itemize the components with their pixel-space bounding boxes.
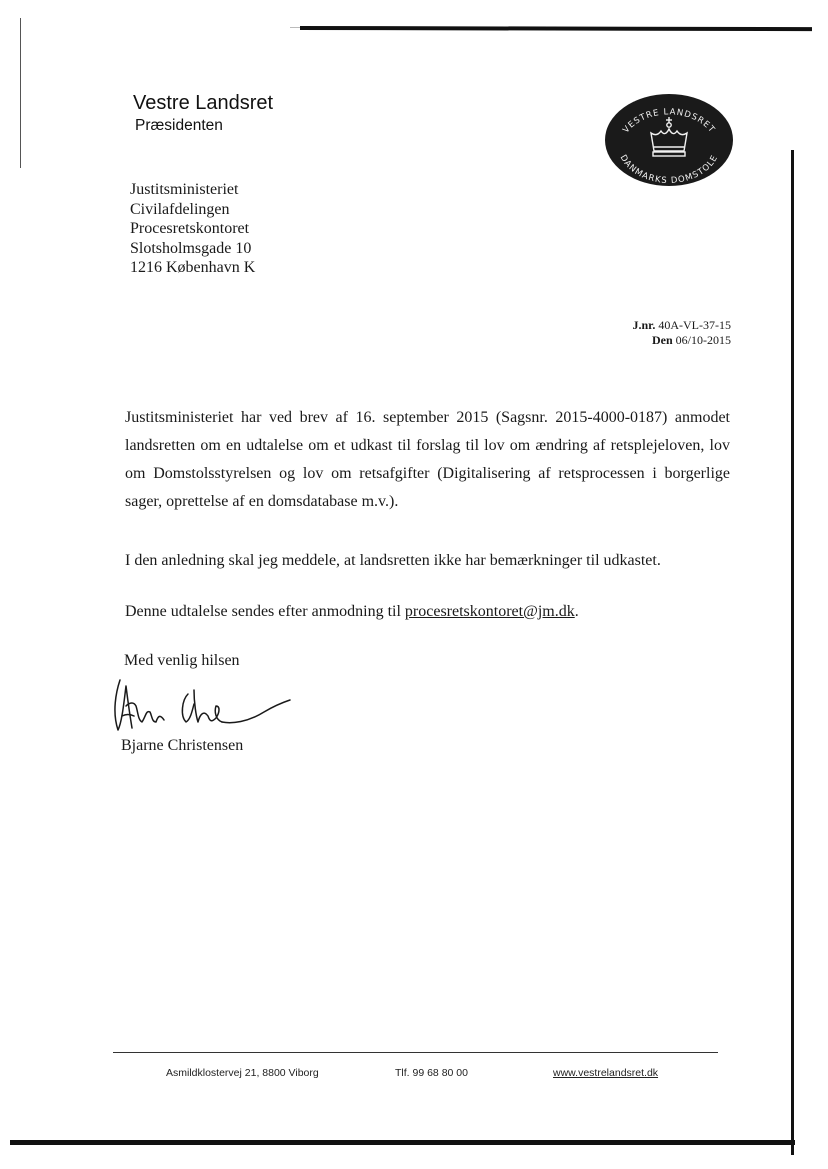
handwritten-signature	[108, 672, 308, 742]
reference-block	[632, 318, 731, 348]
jnr-label: J.nr.	[632, 318, 656, 332]
footer-website-link[interactable]: www.vestrelandsret.dk	[553, 1067, 659, 1079]
scan-edge-left	[20, 18, 21, 168]
paragraph-3-text: Denne udtalelse sendes efter anmodning til	[125, 603, 405, 620]
court-seal	[604, 93, 734, 187]
office-title: Præsidenten	[135, 117, 223, 134]
recipient-line: 1216 København K	[130, 259, 256, 276]
recipient-line: Justitsministeriet	[130, 181, 239, 198]
seal-bottom-text: DANMARKS DOMSTOLE	[617, 153, 721, 187]
jnr-value: 40A-VL-37-15	[658, 318, 731, 332]
body-paragraph-3	[125, 598, 730, 626]
recipient-line: Slotsholmsgade 10	[130, 239, 252, 257]
closing: Med venlig hilsen	[124, 652, 240, 669]
footer-address: Asmildklostervej 21, 8800 Viborg	[166, 1067, 319, 1079]
date-value: 06/10-2015	[675, 333, 731, 347]
recipient-line: Procesretskontoret	[130, 220, 250, 237]
footer-divider	[113, 1052, 718, 1053]
scan-edge-top	[300, 26, 812, 31]
scan-edge-bottom	[10, 1140, 795, 1145]
court-name: Vestre Landsret	[133, 92, 274, 114]
signer-name: Bjarne Christensen	[121, 737, 244, 754]
recipient-address	[130, 180, 255, 278]
seal-top-text: VESTRE LANDSRET	[621, 107, 717, 136]
body-paragraph-2: I den anledning skal jeg meddele, at landsretten ikke har bemærkninger til udkastet.	[125, 552, 661, 569]
email-link[interactable]: procesretskontoret@jm.dk	[404, 603, 575, 620]
recipient-line: Civilafdelingen	[130, 200, 230, 218]
date-label: Den	[651, 333, 673, 347]
paragraph-3-end: .	[574, 603, 579, 620]
body-paragraph-1: Justitsministeriet har ved brev af 16. september 2015 (Sagsnr. 2015-4000-0187) anmodet landsretten om en udtalelse om et udkast til forslag til lov om ændring af retsplejeloven, lov om Domstolsstyrelsen og lov om retsafgifter (Digitalisering af retsprocessen i borgerlige sager, oprettelse af en domsdatabase m.v.).	[125, 409, 730, 510]
scan-edge-right	[791, 150, 794, 1155]
footer-phone: Tlf. 99 68 80 00	[395, 1067, 468, 1079]
